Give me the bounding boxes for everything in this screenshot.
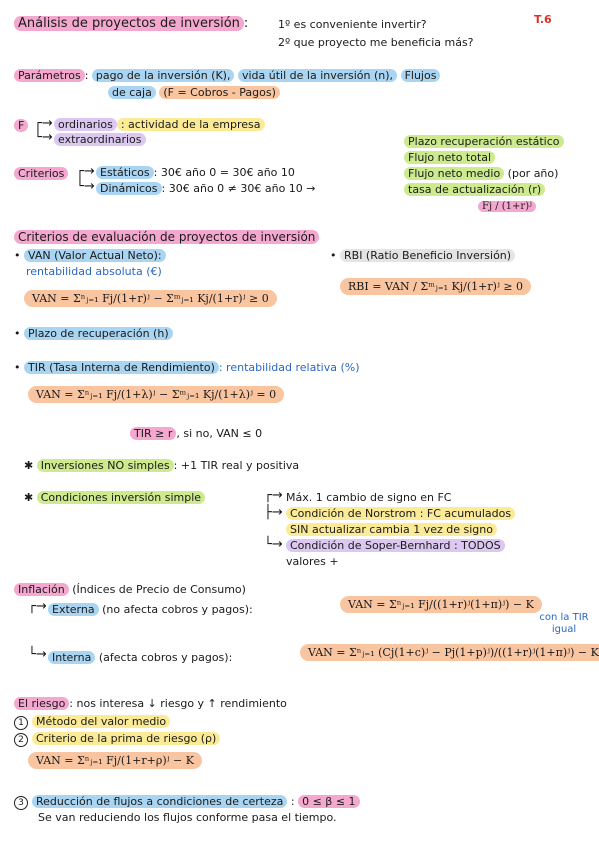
- ordinarios-label: ordinarios: [54, 118, 117, 131]
- flujos-f: [14, 118, 28, 133]
- tir-cond: TIR ≥ r: [130, 427, 176, 440]
- param-vida: vida útil de la inversión (n),: [238, 69, 397, 82]
- dinamicos-label: Dinámicos: [96, 182, 162, 195]
- c2: Condición de Norstrom : FC acumulados: [286, 507, 515, 520]
- branch-arrow-icon: └→: [76, 179, 95, 194]
- criterio-r4: [404, 182, 545, 197]
- rbi-label: RBI (Ratio Beneficio Inversión): [340, 249, 515, 262]
- metodo-1-row: [14, 714, 170, 730]
- r4f: Fj / (1+r)ʲ: [478, 201, 536, 212]
- tir-cond-row: [130, 426, 262, 441]
- no-simple-row: ✱ Inversiones NO simples : +1 TIR real y positiva: [24, 459, 300, 472]
- cond-2: [286, 506, 515, 521]
- inflacion-label: Inflación: [14, 583, 69, 596]
- metodo-3-row: 3 Reducción de flujos a condiciones de certeza : 0 ≤ β ≤ 1: [14, 794, 360, 810]
- metodo-2-row: [14, 731, 220, 747]
- c3: Condición de Soper-Bernhard : TODOS: [286, 539, 505, 552]
- interna-formula: VAN = Σⁿⱼ₌₁ (Cj(1+c)ʲ − Pj(1+p)ʲ)/((1+r)ʲ(1+π)ʲ) − K: [300, 644, 599, 661]
- criterio-r2: [404, 150, 495, 165]
- criterios-label-row: [14, 166, 68, 181]
- ordinarios-desc: : actividad de la empresa: [117, 118, 265, 131]
- estaticos-desc: : 30€ año 0 = 30€ año 10: [153, 166, 295, 179]
- estaticos-label: Estáticos: [96, 166, 154, 179]
- c2b: SIN actualizar cambia 1 vez de signo: [286, 523, 497, 536]
- externa-row: [48, 602, 253, 617]
- rbi-formula: RBI = VAN / Σᵐⱼ₌₁ Kj/(1+r)ʲ ≥ 0: [340, 278, 531, 295]
- page-tag: T.6: [534, 13, 552, 26]
- tir-else: , si no, VAN ≤ 0: [176, 427, 263, 440]
- van-sub: rentabilidad absoluta (€): [26, 265, 162, 278]
- number-2-icon: 2: [14, 733, 28, 747]
- extra-label: extraordinarios: [54, 133, 146, 146]
- branch-arrow-icon: ├→: [264, 505, 283, 520]
- cond-simple-label: Condiciones inversión simple: [37, 491, 205, 504]
- branch-arrow-icon: ┌→: [34, 116, 53, 131]
- r3b: (por año): [507, 167, 559, 180]
- van-formula: VAN = Σⁿⱼ₌₁ Fj/(1+r)ʲ − Σᵐⱼ₌₁ Kj/(1+r)ʲ ≥ 0: [24, 290, 277, 307]
- inflacion-note: con la TIR igual: [539, 612, 589, 635]
- metodo-2: Criterio de la prima de riesgo (ρ): [32, 732, 220, 745]
- metodo-3-cond: 0 ≤ β ≤ 1: [298, 795, 359, 808]
- dinamicos-row: [96, 181, 316, 196]
- externa-formula: VAN = Σⁿⱼ₌₁ Fj/((1+r)ʲ(1+π)ʲ) − K: [340, 596, 542, 613]
- param-formula: (F = Cobros - Pagos): [159, 86, 280, 99]
- branch-arrow-icon: ┌→: [76, 164, 95, 179]
- page-title: Análisis de proyectos de inversión: [14, 16, 244, 31]
- parametros-row-1: Parámetros : pago de la inversión (K), vida útil de la inversión (n), Flujos: [14, 68, 440, 83]
- no-simple-label: Inversiones NO simples: [37, 459, 174, 472]
- interna-desc: (afecta cobros y pagos):: [98, 651, 233, 664]
- param-flujos: Flujos: [401, 69, 441, 82]
- tir-formula: VAN = Σⁿⱼ₌₁ Fj/(1+λ)ʲ − Σᵐⱼ₌₁ Kj/(1+λ)ʲ = 0: [28, 386, 284, 403]
- plazo-row: • Plazo de recuperación (h): [14, 326, 173, 341]
- inflacion-row: [14, 582, 246, 597]
- parametros-label: Parámetros: [14, 69, 85, 82]
- branch-arrow-icon: └→: [34, 130, 53, 145]
- riesgo-row: [14, 696, 287, 711]
- branch-arrow-icon: ┌→: [264, 488, 283, 503]
- branch-arrow-icon: ┌→: [28, 599, 47, 614]
- inflacion-desc: (Índices de Precio de Consumo): [72, 583, 246, 596]
- tir-label: TIR (Tasa Interna de Rendimiento): [24, 361, 219, 374]
- question-1: 1º es conveniente invertir?: [278, 18, 427, 31]
- tir-sub: : rentabilidad relativa (%): [218, 361, 360, 374]
- metodo-1: Método del valor medio: [32, 715, 170, 728]
- r3: Flujo neto medio: [404, 167, 504, 180]
- metodo-3-desc: Se van reduciendo los flujos conforme pasa el tiempo.: [38, 811, 337, 824]
- rbi-label-row: • RBI (Ratio Beneficio Inversión): [330, 248, 515, 263]
- interna-label: Interna: [48, 651, 95, 664]
- criterios-label: Criterios: [14, 167, 68, 180]
- flujos-ordinarios: [54, 117, 265, 132]
- externa-label: Externa: [48, 603, 99, 616]
- riesgo-desc: : nos interesa ↓ riesgo y ↑ rendimiento: [69, 697, 287, 710]
- cond-3b: [286, 554, 339, 569]
- no-simple-desc: : +1 TIR real y positiva: [173, 459, 300, 472]
- parametros-row-2: [108, 85, 280, 100]
- cond-1: [286, 490, 451, 505]
- page-title-row: Análisis de proyectos de inversión :: [14, 16, 248, 31]
- number-1-icon: 1: [14, 716, 28, 730]
- r1: Plazo recuperación estático: [404, 135, 564, 148]
- metodo-3: Reducción de flujos a condiciones de certeza: [32, 795, 287, 808]
- flujos-f-label: F: [14, 119, 28, 132]
- interna-row: [48, 650, 232, 665]
- tir-row: • TIR (Tasa Interna de Rendimiento) : rentabilidad relativa (%): [14, 361, 360, 374]
- r4: tasa de actualización (r): [404, 183, 545, 196]
- criterio-r4-formula: [478, 199, 536, 214]
- estaticos-row: [96, 165, 295, 180]
- plazo-label: Plazo de recuperación (h): [24, 327, 173, 340]
- question-2: 2º que proyecto me beneficia más?: [278, 36, 474, 49]
- cond-simple-row: ✱ Condiciones inversión simple: [24, 490, 205, 505]
- number-3-icon: 3: [14, 796, 28, 810]
- branch-arrow-icon: └→: [264, 537, 283, 552]
- criterio-r1: [404, 134, 564, 149]
- r2: Flujo neto total: [404, 151, 495, 164]
- param-caja: de caja: [108, 86, 156, 99]
- cond-3: [286, 538, 505, 553]
- c1: Máx. 1 cambio de signo en FC: [286, 491, 452, 504]
- branch-arrow-icon: └→: [28, 647, 47, 662]
- externa-desc: (no afecta cobros y pagos):: [102, 603, 253, 616]
- riesgo-label: El riesgo: [14, 697, 69, 710]
- cond-2b: [286, 522, 497, 537]
- c3b: valores +: [286, 555, 339, 568]
- van-label-row: • VAN (Valor Actual Neto):: [14, 248, 166, 263]
- riesgo-formula: VAN = Σⁿⱼ₌₁ Fj/(1+r+ρ)ʲ − K: [28, 752, 202, 769]
- eval-title: Criterios de evaluación de proyectos de inversión: [14, 230, 319, 244]
- criterio-r3: [404, 166, 558, 181]
- param-pago: pago de la inversión (K),: [92, 69, 235, 82]
- flujos-extra: [54, 132, 146, 147]
- eval-title-row: [14, 230, 319, 245]
- van-label: VAN (Valor Actual Neto):: [24, 249, 166, 262]
- dinamicos-desc: : 30€ año 0 ≠ 30€ año 10 →: [161, 182, 316, 195]
